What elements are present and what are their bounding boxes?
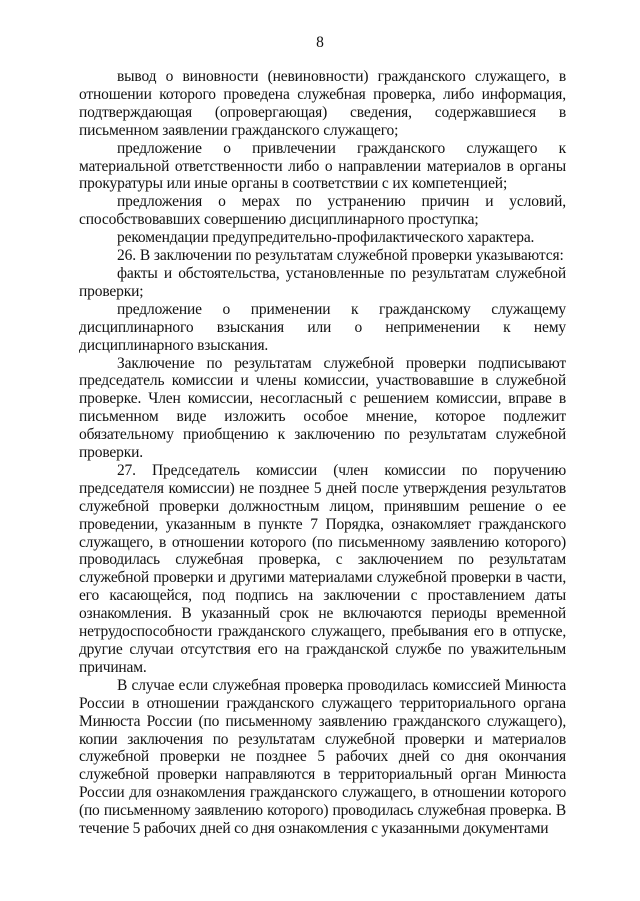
paragraph-item-27: 27. Председатель комиссии (член комиссии по поручению председателя комиссии) не позднее 5 дней после утверждения результатов служебной проверки должностным лицом, принявшим решение о ее проведении, указанным в пункте 7 Порядка, ознакомляет гражданского служащего, в отношении которого (по письменному заявлению которого) проводилась служебная проверка, с заключением по результатам служебной проверки и другими материалами служебной проверки в части, его касающейся, под подпись на заключении с проставлением даты ознакомления. В указанный срок не включаются периоды временной нетрудоспособности гражданского служащего, пребывания его в отпуске, другие случаи отсутствия его на гражданской службе по уважительным причинам. [79,461,566,676]
paragraph-item-26: 26. В заключении по результатам служебной проверки указываются: [117,247,564,265]
paragraph-material-liability: предложение о привлечении гражданского служащего к материальной ответственности либо о направлении материалов в органы прокуратуры или иные органы в соответствии с их компетенцией; [79,139,566,193]
paragraph-remedial-measures: предложения о мерах по устранению причин и условий, способствовавших совершению дисциплинарного проступка; [79,193,566,229]
paragraph-disciplinary-proposal: предложение о применении к гражданскому служащему дисциплинарного взыскания или о неприменении к нему дисциплинарного взыскания. [79,300,566,354]
paragraph-signing: Заключение по результатам служебной проверки подписывают председатель комиссии и члены комиссии, участвовавшие в служебной проверке. Член комиссии, несогласный с решением комиссии, вправе в письменном виде изложить особое мнение, которое подлежит обязательному приобщению к заключению по результатам служебной проверки. [79,354,566,462]
paragraph-recommendations: рекомендации предупредительно-профилактического характера. [117,229,535,247]
paragraph-conclusion-guilt: вывод о виновности (невиновности) гражданского служащего, в отношении которого проведена служебная проверка, либо информация, подтверждающая (опровергающая) сведения, содержавшиеся в письменном заявлении гражданского служащего; [79,68,566,139]
paragraph-facts: факты и обстоятельства, установленные по результатам служебной проверки; [79,264,566,300]
paragraph-territorial-body: В случае если служебная проверка проводилась комиссией Минюста России в отношении гражданского служащего территориального органа Минюста России (по письменному заявлению гражданского служащего), копии заключения по результатам служебной проверки и материалов служебной проверки не позднее 5 рабочих дней со дня окончания служебной проверки направляются в территориальный орган Минюста России для ознакомления гражданского служащего, в отношении которого (по письменному заявлению которого) проводилась служебная проверка. В течение 5 рабочих дней со дня ознакомления с указанными документами [79,676,566,838]
document-body [79,68,566,838]
page-number: 8 [316,34,324,51]
